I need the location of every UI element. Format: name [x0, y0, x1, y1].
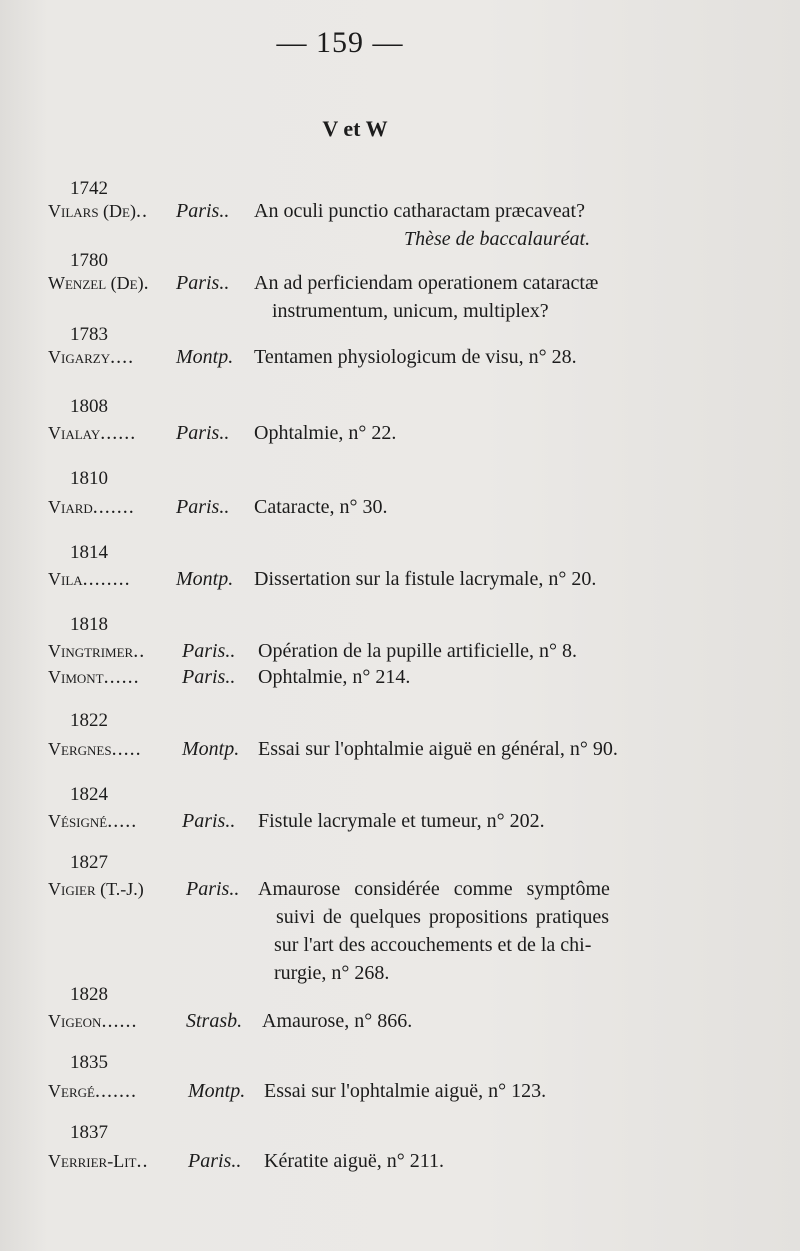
- leader-dots: .....: [107, 810, 138, 832]
- author-name: Vigeon: [48, 1011, 102, 1031]
- leader-dots: ......: [101, 1010, 138, 1032]
- thesis-title-continued: sur l'art des accouchements et de la chi-: [274, 934, 592, 956]
- author-name: Wenzel (De): [48, 273, 144, 293]
- entry-line: [48, 738, 142, 761]
- leader-dots: .......: [94, 1080, 137, 1102]
- author-name: Vigier (T.-J.): [48, 879, 144, 899]
- author-name: Vialay: [48, 423, 101, 443]
- year-label: 1824: [70, 784, 108, 805]
- thesis-title: An oculi punctio catharactam præcaveat?: [254, 200, 585, 222]
- city: Montp.: [182, 738, 240, 760]
- city: Paris..: [182, 666, 236, 688]
- author-name: Vilars (De): [48, 201, 136, 221]
- city: Montp.: [176, 346, 234, 368]
- author-name: Vila: [48, 569, 83, 589]
- author-name: Vigarzy: [48, 347, 111, 367]
- thesis-title: Amaurose considérée comme symptôme: [258, 878, 610, 900]
- city: Paris..: [176, 496, 230, 518]
- thesis-title: Amaurose, n° 866.: [262, 1010, 413, 1032]
- city: Paris..: [176, 272, 230, 294]
- city: Paris..: [182, 810, 236, 832]
- entry-line: [48, 1010, 137, 1033]
- thesis-title: An ad perficiendam operationem cataractæ: [254, 272, 599, 294]
- year-label: 1780: [70, 250, 108, 271]
- thesis-note: Thèse de baccalauréat.: [404, 228, 591, 250]
- entry-line: [48, 272, 150, 295]
- author-name: Verrier-Lit: [48, 1151, 137, 1171]
- thesis-title: Cataracte, n° 30.: [254, 496, 388, 518]
- city: Montp.: [188, 1080, 246, 1102]
- year-label: 1818: [70, 614, 108, 635]
- leader-dots: ......: [103, 666, 140, 688]
- leader-dots: ....: [110, 346, 135, 368]
- thesis-title: Essai sur l'ophtalmie aiguë, n° 123.: [264, 1080, 547, 1102]
- leader-dots: ..: [136, 1150, 149, 1172]
- city: Paris..: [186, 878, 240, 900]
- leader-dots: .....: [111, 738, 142, 760]
- entry-line: [48, 346, 134, 369]
- year-label: 1783: [70, 324, 108, 345]
- leader-dots: ..: [136, 200, 148, 222]
- thesis-title-continued: rurgie, n° 268.: [274, 962, 390, 984]
- section-title: V et W: [322, 116, 388, 141]
- thesis-title-continued: suivi de quelques propositions pratiques: [276, 906, 610, 928]
- entry-line: [48, 666, 140, 689]
- entry-line: [48, 496, 135, 519]
- thesis-title: Dissertation sur la fistule lacrymale, n° 20.: [254, 568, 597, 590]
- author-name: Vergnes: [48, 739, 112, 759]
- leader-dots: ..: [133, 640, 146, 662]
- author-name: Vergé: [48, 1081, 95, 1101]
- city: Paris..: [176, 200, 230, 222]
- year-label: 1742: [70, 178, 108, 199]
- author-name: Vimont: [48, 667, 104, 687]
- year-label: 1835: [70, 1052, 108, 1073]
- leader-dots: ........: [82, 568, 131, 590]
- city: Strasb.: [186, 1010, 243, 1032]
- entry-line: [48, 1080, 137, 1103]
- author-name: Vésigné: [48, 811, 108, 831]
- entry-line: [48, 568, 131, 591]
- entry-line: [48, 640, 145, 663]
- year-label: 1837: [70, 1122, 108, 1143]
- leader-dots: ......: [100, 422, 137, 444]
- entry-line: [48, 878, 144, 901]
- thesis-title: Essai sur l'ophtalmie aiguë en général, n° 90.: [258, 738, 618, 760]
- year-label: 1828: [70, 984, 108, 1005]
- entry-line: [48, 1150, 148, 1173]
- year-label: 1814: [70, 542, 108, 563]
- entry-line: [48, 422, 136, 445]
- city: Montp.: [176, 568, 234, 590]
- city: Paris..: [188, 1150, 242, 1172]
- thesis-title: Ophtalmie, n° 214.: [258, 666, 411, 688]
- entry-line: [48, 200, 148, 223]
- year-label: 1808: [70, 396, 108, 417]
- thesis-title: Tentamen physiologicum de visu, n° 28.: [254, 346, 577, 368]
- entry-line: [48, 810, 137, 833]
- thesis-title: Opération de la pupille artificielle, n° 8.: [258, 640, 577, 662]
- city: Paris..: [182, 640, 236, 662]
- leader-dots: .: [143, 272, 150, 294]
- year-label: 1827: [70, 852, 108, 873]
- leader-dots: .......: [92, 496, 135, 518]
- city: Paris..: [176, 422, 230, 444]
- author-name: Viard: [48, 497, 93, 517]
- author-name: Vingtrimer: [48, 641, 134, 661]
- year-label: 1822: [70, 710, 108, 731]
- year-label: 1810: [70, 468, 108, 489]
- thesis-title: Ophtalmie, n° 22.: [254, 422, 397, 444]
- thesis-title: Kératite aiguë, n° 211.: [264, 1150, 444, 1172]
- thesis-title: Fistule lacrymale et tumeur, n° 202.: [258, 810, 545, 832]
- thesis-title-continued: instrumentum, unicum, multiplex?: [272, 300, 549, 322]
- page-number: — 159 —: [276, 26, 404, 59]
